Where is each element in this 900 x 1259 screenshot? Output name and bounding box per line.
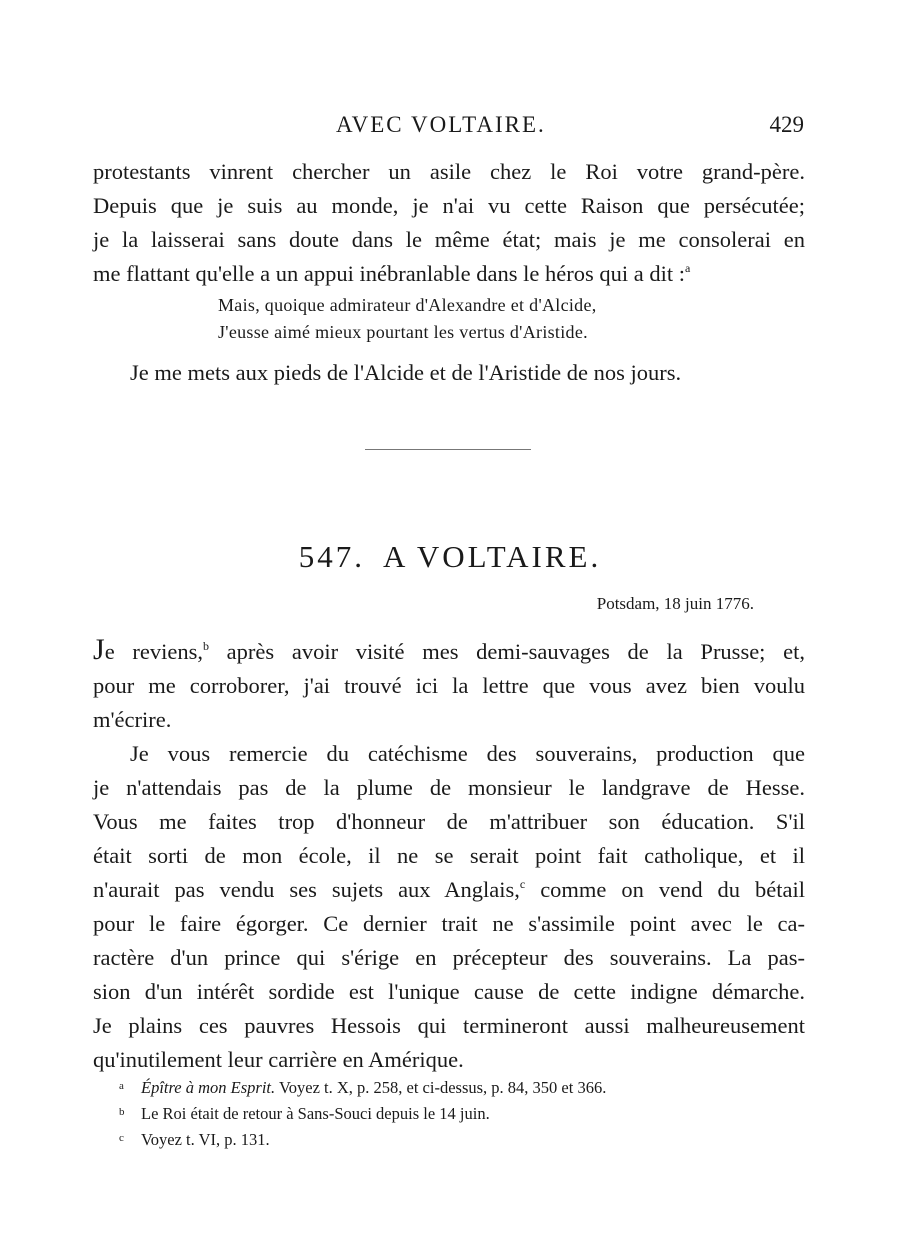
text-line: Vous me faites trop d'honneur de m'attribuer son éducation. S'il [93,809,805,834]
text-span: n'aurait pas vendu ses sujets aux Anglais, [93,877,520,902]
text-span: me flattant qu'elle a un appui inébranlable dans le héros qui a dit : [93,261,685,286]
text-line: je n'attendais pas de la plume de monsieur le landgrave de Hesse. [93,775,805,800]
footnote-ref-c: c [519,877,526,891]
closing-line: Je me mets aux pieds de l'Alcide et de l'Aristide de nos jours. [130,360,682,385]
previous-letter-text [93,155,805,291]
initial-letter: J [93,633,105,666]
footnote-b [119,1100,606,1126]
footnote-mark: a [119,1080,124,1092]
text-line: pour me corroborer, j'ai trouvé ici la lettre que vous avez bien voulu [93,673,805,698]
text-line: Depuis que je suis au monde, je n'ai vu cette Raison que persécutée; [93,193,805,218]
footnote-work-title: Épître à mon Esprit. [141,1078,276,1097]
text-line: ractère d'un prince qui s'érige en précepteur des souverains. La pas- [93,945,805,970]
running-title: AVEC VOLTAIRE. [336,112,546,137]
verse-line: J'eusse aimé mieux pourtant les vertus d'Aristide. [218,322,588,342]
dateline: Potsdam, 18 juin 1776. [596,594,754,613]
footnote-text: Le Roi était de retour à Sans-Souci depuis le 14 juin. [141,1104,490,1123]
footnote-ref-a: a [685,261,691,275]
text-line [93,633,805,669]
footnotes [119,1074,606,1152]
text-line: Je vous remercie du catéchisme des souverains, production que [130,741,805,766]
letter-text [93,633,805,1077]
footnote-c [119,1126,606,1152]
footnote-ref-b: b [202,639,209,653]
running-head [0,112,900,142]
text-line: était sorti de mon école, il ne se serait point fait catholique, et il [93,843,805,868]
letter-number: 547. [298,539,365,574]
footnote-mark: b [119,1106,125,1118]
verse-line: Mais, quoique admirateur d'Alexandre et d'Alcide, [218,295,597,315]
text-line: pour le faire égorger. Ce dernier trait ne s'assimile point avec le ca- [93,911,805,936]
letter-heading [0,539,900,575]
letter-title: A VOLTAIRE. [382,539,602,574]
footnote-a [119,1074,606,1100]
text-span: comme on vend du bétail [525,877,805,902]
text-line: sion d'un intérêt sordide est l'unique cause de cette indigne démarche. [93,979,805,1004]
text-line: m'écrire. [93,707,172,732]
page-number: 429 [769,112,804,137]
text-span: après avoir visité mes demi-sauvages de la Prusse; et, [208,639,805,664]
footnote-text: Voyez t. VI, p. 131. [141,1130,270,1149]
section-divider [365,449,531,450]
text-line: je la laisserai sans doute dans le même état; mais je me consolerai en [93,227,805,252]
text-span: e reviens, [104,639,203,664]
text-line: protestants vinrent chercher un asile chez le Roi votre grand-père. [93,159,805,184]
footnote-text: Voyez t. X, p. 258, et ci-dessus, p. 84, 350 et 366. [275,1078,607,1097]
text-line [93,257,805,291]
text-line: qu'inutilement leur carrière en Amérique. [93,1047,464,1072]
verse-quotation [218,292,597,346]
text-line: Je plains ces pauvres Hessois qui termineront aussi malheureusement [93,1013,805,1038]
text-line [93,873,805,907]
footnote-mark: c [119,1132,124,1144]
